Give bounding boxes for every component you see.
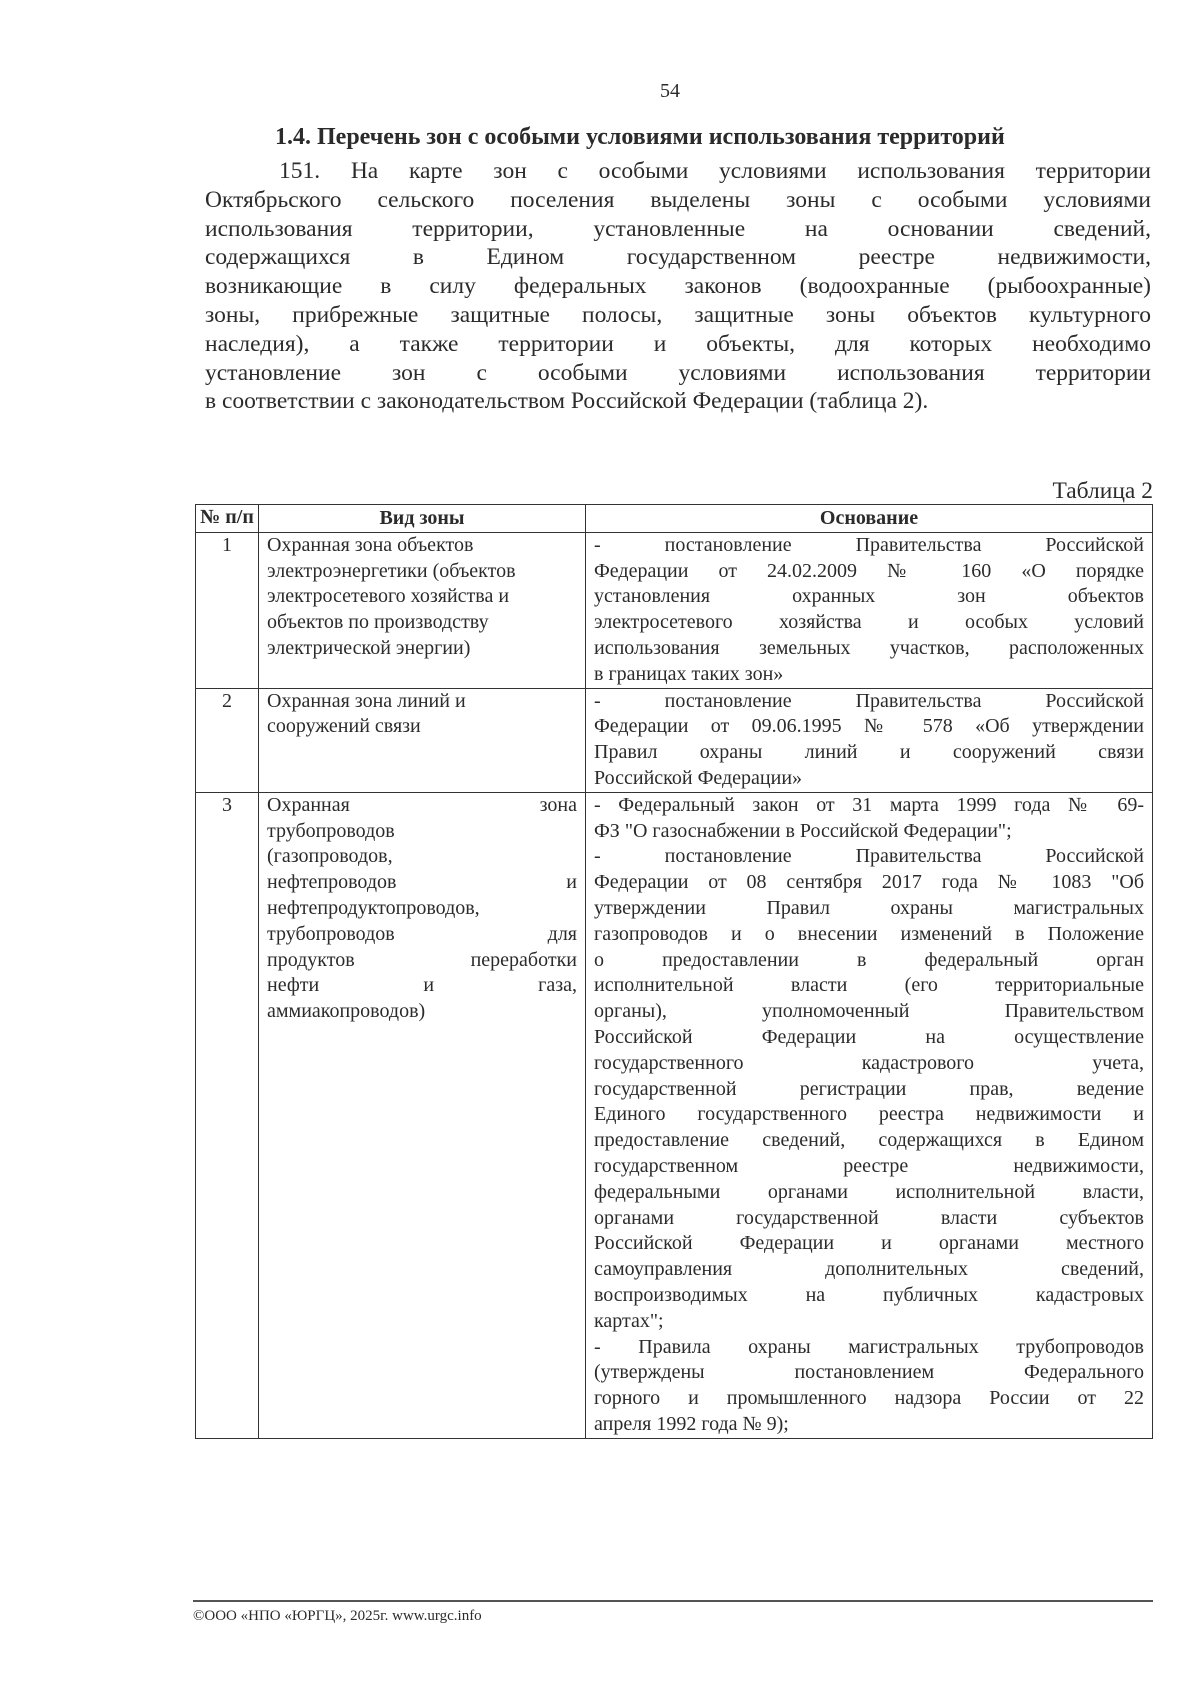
- basis-cell: [586, 688, 1153, 792]
- page-number: 54: [660, 80, 680, 102]
- basis-line: утверждении Правил охраны магистральных: [594, 896, 1144, 919]
- table-body: [196, 532, 1153, 1438]
- basis-line: Федерации от 08 сентября 2017 года № 1083 "Об: [594, 871, 1144, 894]
- basis-line: самоуправления дополнительных сведений,: [594, 1258, 1144, 1281]
- paragraph-line: 151. На карте зон с особыми условиями использования территории: [279, 158, 1151, 184]
- basis-line: - постановление Правительства Российской: [594, 689, 1144, 712]
- zone-type-line: Охранная зона объектов: [267, 533, 474, 556]
- header-num: № п/п: [196, 505, 259, 533]
- footer-text: ©ООО «НПО «ЮРГЦ», 2025г. www.urgc.info: [193, 1608, 482, 1624]
- header-basis: Основание: [586, 505, 1153, 533]
- basis-line: использования земельных участков, расположенных: [594, 636, 1144, 659]
- basis-line: Российской Федерации»: [594, 766, 803, 789]
- basis-line: Российской Федерации и органами местного: [594, 1232, 1144, 1255]
- basis-line: - постановление Правительства Российской: [594, 533, 1144, 556]
- zone-type-cell: [259, 792, 586, 1438]
- zone-type-cell: [259, 532, 586, 688]
- paragraph-line: наследия), а также территории и объекты, для которых необходимо: [205, 330, 1151, 357]
- basis-line: апреля 1992 года № 9);: [594, 1412, 789, 1435]
- zone-type-line: трубопроводов для: [267, 922, 577, 945]
- basis-line: в границах таких зон»: [594, 662, 784, 685]
- zone-type-line: (газопроводов,: [267, 845, 393, 868]
- table-row: [196, 532, 1153, 688]
- basis-line: установления охранных зон объектов: [594, 585, 1144, 608]
- paragraph-line: использования территории, установленные на основании сведений,: [205, 215, 1151, 242]
- row-number: 2: [196, 688, 259, 792]
- zone-type-line: Охранная зона линий и: [267, 689, 466, 712]
- basis-line: государственном реестре недвижимости,: [594, 1154, 1144, 1177]
- basis-line: Единого государственного реестра недвижимости и: [594, 1103, 1144, 1126]
- paragraph-line: в соответствии с законодательством Российской Федерации (таблица 2).: [205, 388, 929, 415]
- table-caption: Таблица 2: [1052, 478, 1153, 504]
- row-number: 1: [196, 532, 259, 688]
- header-zone-type: Вид зоны: [259, 505, 586, 533]
- paragraph-line: Октябрьского сельского поселения выделены зоны с особыми условиями: [205, 186, 1151, 213]
- basis-line: газопроводов и о внесении изменений в Положение: [594, 922, 1144, 945]
- basis-line: - постановление Правительства Российской: [594, 845, 1144, 868]
- paragraph-line: возникающие в силу федеральных законов (водоохранные (рыбоохранные): [205, 273, 1151, 300]
- zone-type-line: нефти и газа,: [267, 974, 577, 997]
- zone-type-line: электросетевого хозяйства и: [267, 585, 510, 608]
- basis-line: электросетевого хозяйства и особых условий: [594, 611, 1144, 634]
- body-paragraph: [205, 157, 1151, 416]
- basis-line: ФЗ "О газоснабжении в Российской Федерации";: [594, 819, 1012, 842]
- basis-line: федеральными органами исполнительной власти,: [594, 1180, 1144, 1203]
- basis-line: горного и промышленного надзора России от 22: [594, 1387, 1144, 1410]
- basis-line: - Федеральный закон от 31 марта 1999 года № 69-: [594, 793, 1144, 816]
- basis-line: Федерации от 24.02.2009 № 160 «О порядке: [594, 559, 1144, 582]
- basis-line: органы), уполномоченный Правительством: [594, 1000, 1144, 1023]
- zone-type-line: аммиакопроводов): [267, 1000, 426, 1023]
- zone-type-line: сооружений связи: [267, 715, 421, 738]
- zone-type-line: электроэнергетики (объектов: [267, 559, 516, 582]
- table-row: [196, 792, 1153, 1438]
- basis-line: - Правила охраны магистральных трубопроводов: [594, 1335, 1144, 1358]
- basis-line: Правил охраны линий и сооружений связи: [594, 741, 1144, 764]
- paragraph-line: содержащихся в Едином государственном реестре недвижимости,: [205, 244, 1151, 271]
- zone-type-line: нефтепроводов и: [267, 871, 577, 894]
- footer-divider: [193, 1600, 1153, 1602]
- basis-line: Российской Федерации на осуществление: [594, 1025, 1144, 1048]
- basis-line: воспроизводимых на публичных кадастровых: [594, 1283, 1144, 1306]
- basis-line: органами государственной власти субъектов: [594, 1206, 1144, 1229]
- basis-cell: [586, 532, 1153, 688]
- basis-line: государственного кадастрового учета,: [594, 1051, 1144, 1074]
- zone-type-line: объектов по производству: [267, 611, 489, 634]
- basis-line: (утверждены постановлением Федерального: [594, 1361, 1144, 1384]
- basis-line: картах";: [594, 1309, 664, 1332]
- zone-type-line: электрической энергии): [267, 636, 471, 659]
- zones-table: [195, 504, 1153, 1439]
- basis-line: предоставление сведений, содержащихся в Едином: [594, 1129, 1144, 1152]
- zone-type-line: Охранная зона: [267, 793, 577, 816]
- zone-type-line: продуктов переработки: [267, 948, 577, 971]
- basis-line: государственной регистрации прав, ведение: [594, 1077, 1144, 1100]
- basis-line: исполнительной власти (его территориальные: [594, 974, 1144, 997]
- table-header-row: [196, 505, 1153, 533]
- zone-type-cell: [259, 688, 586, 792]
- basis-line: о предоставлении в федеральный орган: [594, 948, 1144, 971]
- paragraph-line: зоны, прибрежные защитные полосы, защитные зоны объектов культурного: [205, 301, 1151, 328]
- row-number: 3: [196, 792, 259, 1438]
- zone-type-line: трубопроводов: [267, 819, 395, 842]
- zone-type-line: нефтепродуктопроводов,: [267, 896, 480, 919]
- paragraph-line: установление зон с особыми условиями использования территории: [205, 359, 1151, 386]
- section-heading: 1.4. Перечень зон с особыми условиями использования территорий: [275, 124, 1005, 150]
- basis-cell: [586, 792, 1153, 1438]
- table-row: [196, 688, 1153, 792]
- basis-line: Федерации от 09.06.1995 № 578 «Об утверждении: [594, 715, 1144, 738]
